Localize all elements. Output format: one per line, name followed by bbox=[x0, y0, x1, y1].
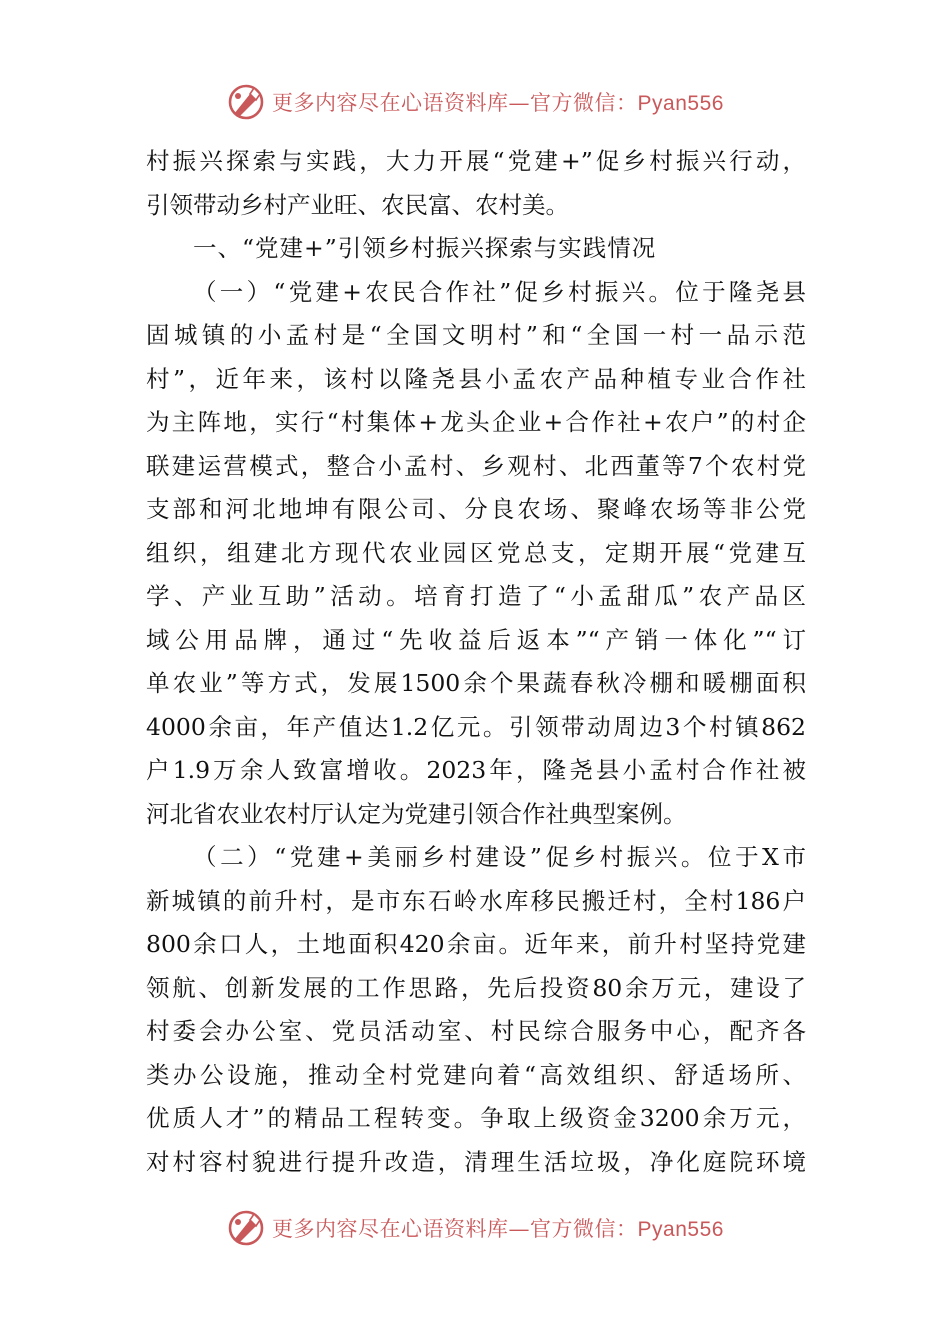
text-line: 学、产业互助”活动。培育打造了“小孟甜瓜”农产品区 bbox=[146, 582, 806, 610]
pen-logo-icon bbox=[226, 1208, 266, 1248]
pen-logo-icon bbox=[226, 82, 266, 122]
text-line: 为主阵地，实行“村集体+龙头企业+合作社+农户”的村企 bbox=[146, 408, 806, 436]
text-line: 优质人才”的精品工程转变。争取上级资金3200余万元， bbox=[146, 1104, 806, 1132]
document-body bbox=[146, 140, 806, 1184]
text-line: 村振兴探索与实践，大力开展“党建+”促乡村振兴行动， bbox=[146, 147, 806, 175]
text-line: 河北省农业农村厅认定为党建引领合作社典型案例。 bbox=[146, 799, 687, 828]
paragraph-first-line: （一）“党建+农民合作社”促乡村振兴。位于隆尧县 bbox=[193, 277, 806, 306]
text-line: 村委会办公室、党员活动室、村民综合服务中心，配齐各 bbox=[146, 1017, 806, 1045]
text-line: 组织，组建北方现代农业园区党总支，定期开展“党建互 bbox=[146, 538, 806, 567]
text-line: 户1.9万余人致富增收。2023年，隆尧县小孟村合作社被 bbox=[146, 756, 806, 784]
watermark-text bbox=[272, 87, 724, 117]
text-line: 固城镇的小孟村是“全国文明村”和“全国一村一品示范 bbox=[146, 321, 806, 349]
text-line: 村”，近年来，该村以隆尧县小孟农产品种植专业合作社 bbox=[146, 364, 806, 393]
text-line: 联建运营模式，整合小孟村、乡观村、北西董等7个农村党 bbox=[146, 451, 806, 480]
watermark-text bbox=[272, 1213, 724, 1243]
watermark-wechat-id: Pyan556 bbox=[637, 92, 724, 115]
text-line: 引领带动乡村产业旺、农民富、农村美。 bbox=[146, 190, 569, 219]
text-line: 类办公设施，推动全村党建向着“高效组织、舒适场所、 bbox=[146, 1060, 806, 1089]
text-line: 域公用品牌，通过“先收益后返本”“产销一体化”“订 bbox=[146, 625, 806, 654]
text-line: 对村容村貌进行提升改造，清理生活垃圾，净化庭院环境 bbox=[146, 1147, 806, 1176]
section-heading: 一、“党建+”引领乡村振兴探索与实践情况 bbox=[193, 234, 657, 262]
watermark-header bbox=[0, 80, 950, 124]
watermark-text-cn: 更多内容尽在心语资料库—官方微信： bbox=[272, 91, 638, 115]
text-line: 领航、创新发展的工作思路，先后投资80余万元，建设了 bbox=[146, 973, 806, 1002]
watermark-wechat-id: Pyan556 bbox=[637, 1218, 724, 1241]
watermark-text-cn: 更多内容尽在心语资料库—官方微信： bbox=[272, 1217, 638, 1241]
watermark-footer bbox=[0, 1206, 950, 1250]
text-line: 支部和河北地坤有限公司、分良农场、聚峰农场等非公党 bbox=[146, 495, 806, 523]
text-line: 单农业”等方式，发展1500余个果蔬春秋冷棚和暖棚面积 bbox=[146, 669, 806, 697]
text-line: 4000余亩，年产值达1.2亿元。引领带动周边3个村镇862 bbox=[146, 712, 806, 741]
text-line: 新城镇的前升村，是市东石岭水库移民搬迁村，全村186户 bbox=[146, 886, 806, 915]
text-line: 800余口人，土地面积420余亩。近年来，前升村坚持党建 bbox=[146, 930, 806, 958]
paragraph-first-line: （二）“党建+美丽乡村建设”促乡村振兴。位于X市 bbox=[193, 843, 806, 871]
